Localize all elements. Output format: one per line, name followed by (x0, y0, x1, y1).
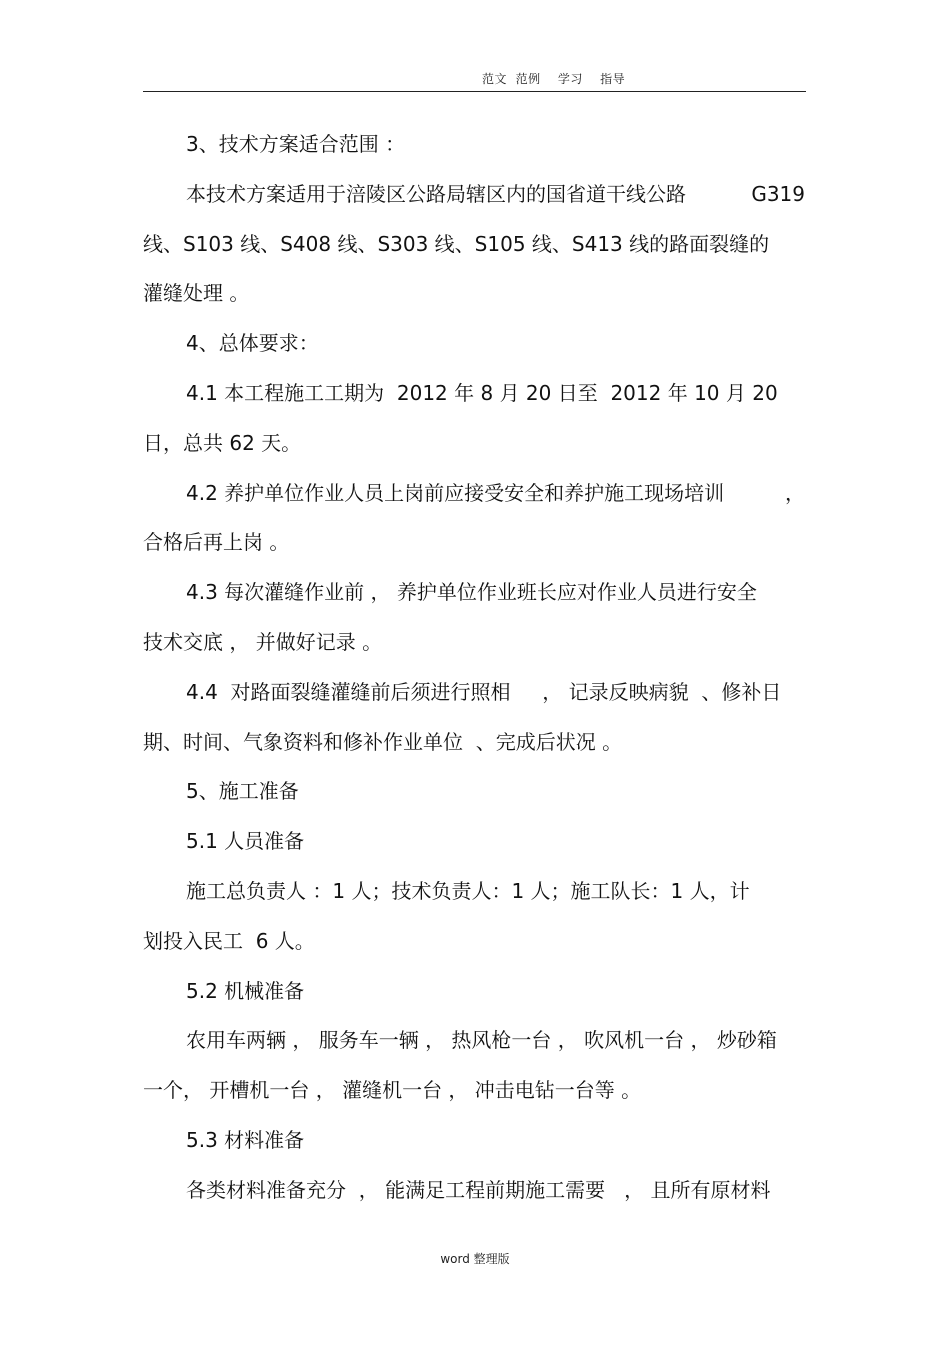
paragraph-text: 本技术方案适用于涪陵区公路局辖区内的国省道干线公路 (186, 181, 686, 206)
section-heading-4: 4、总体要求： (186, 331, 319, 356)
paragraph-line: 4.3 每次灌缝作业前 ， 养护单位作业班长应对作业人员进行安全 (186, 580, 757, 605)
subsection-heading-5-2: 5.2 机械准备 (186, 978, 305, 1003)
paragraph-line: 技术交底 ， 并做好记录 。 (143, 629, 383, 654)
document-body (143, 120, 805, 1216)
paragraph-line: 灌缝处理 。 (143, 281, 250, 306)
paragraph-line: 日，总共 62 天。 (143, 430, 302, 455)
subsection-heading-5-1: 5.1 人员准备 (186, 829, 305, 854)
section-heading-3: 3、技术方案适合范围 ： (186, 132, 406, 156)
paragraph-line: 划投入民工 6 人。 (143, 928, 315, 953)
paragraph-line (143, 469, 805, 519)
paragraph-text: ， (785, 480, 805, 505)
paragraph-line: 合格后再上岗 。 (143, 530, 290, 555)
paragraph-line: 期、时间、气象资料和修补作业单位 、完成后状况 。 (143, 729, 623, 754)
paragraph-text: G319 (751, 181, 805, 206)
section-heading-5: 5、施工准备 (186, 779, 299, 804)
paragraph-line: 一个， 开槽机一台 ， 灌缝机一台 ， 冲击电钻一台等 。 (143, 1078, 642, 1103)
paragraph-line: 线、S103 线、S408 线、S303 线、S105 线、S413 线的路面裂缝的 (143, 231, 770, 256)
paragraph-text: 4.2 养护单位作业人员上岗前应接受安全和养护施工现场培训 (186, 480, 725, 505)
paragraph-line: 4.1 本工程施工工期为 2012 年 8 月 20 日至 2012 年 10 月 20 (186, 380, 778, 405)
header-text: 范文 范例 学习 指导 (482, 72, 626, 86)
paragraph-line (143, 170, 805, 220)
paragraph-line: 各类材料准备充分 ， 能满足工程前期施工需要 ， 且所有原材料 (186, 1177, 771, 1202)
page-header (143, 66, 806, 92)
page-footer: word 整理版 (440, 1252, 510, 1266)
subsection-heading-5-3: 5.3 材料准备 (186, 1127, 305, 1152)
paragraph-line: 农用车两辆 ， 服务车一辆 ， 热风枪一台 ， 吹风机一台 ， 炒砂箱 (186, 1028, 777, 1053)
paragraph-line: 施工总负责人 ：1 人；技术负责人：1 人；施工队长：1 人，计 (186, 878, 750, 903)
paragraph-line: 4.4 对路面裂缝灌缝前后须进行照相 ， 记录反映病貌 、修补日 (186, 679, 782, 704)
